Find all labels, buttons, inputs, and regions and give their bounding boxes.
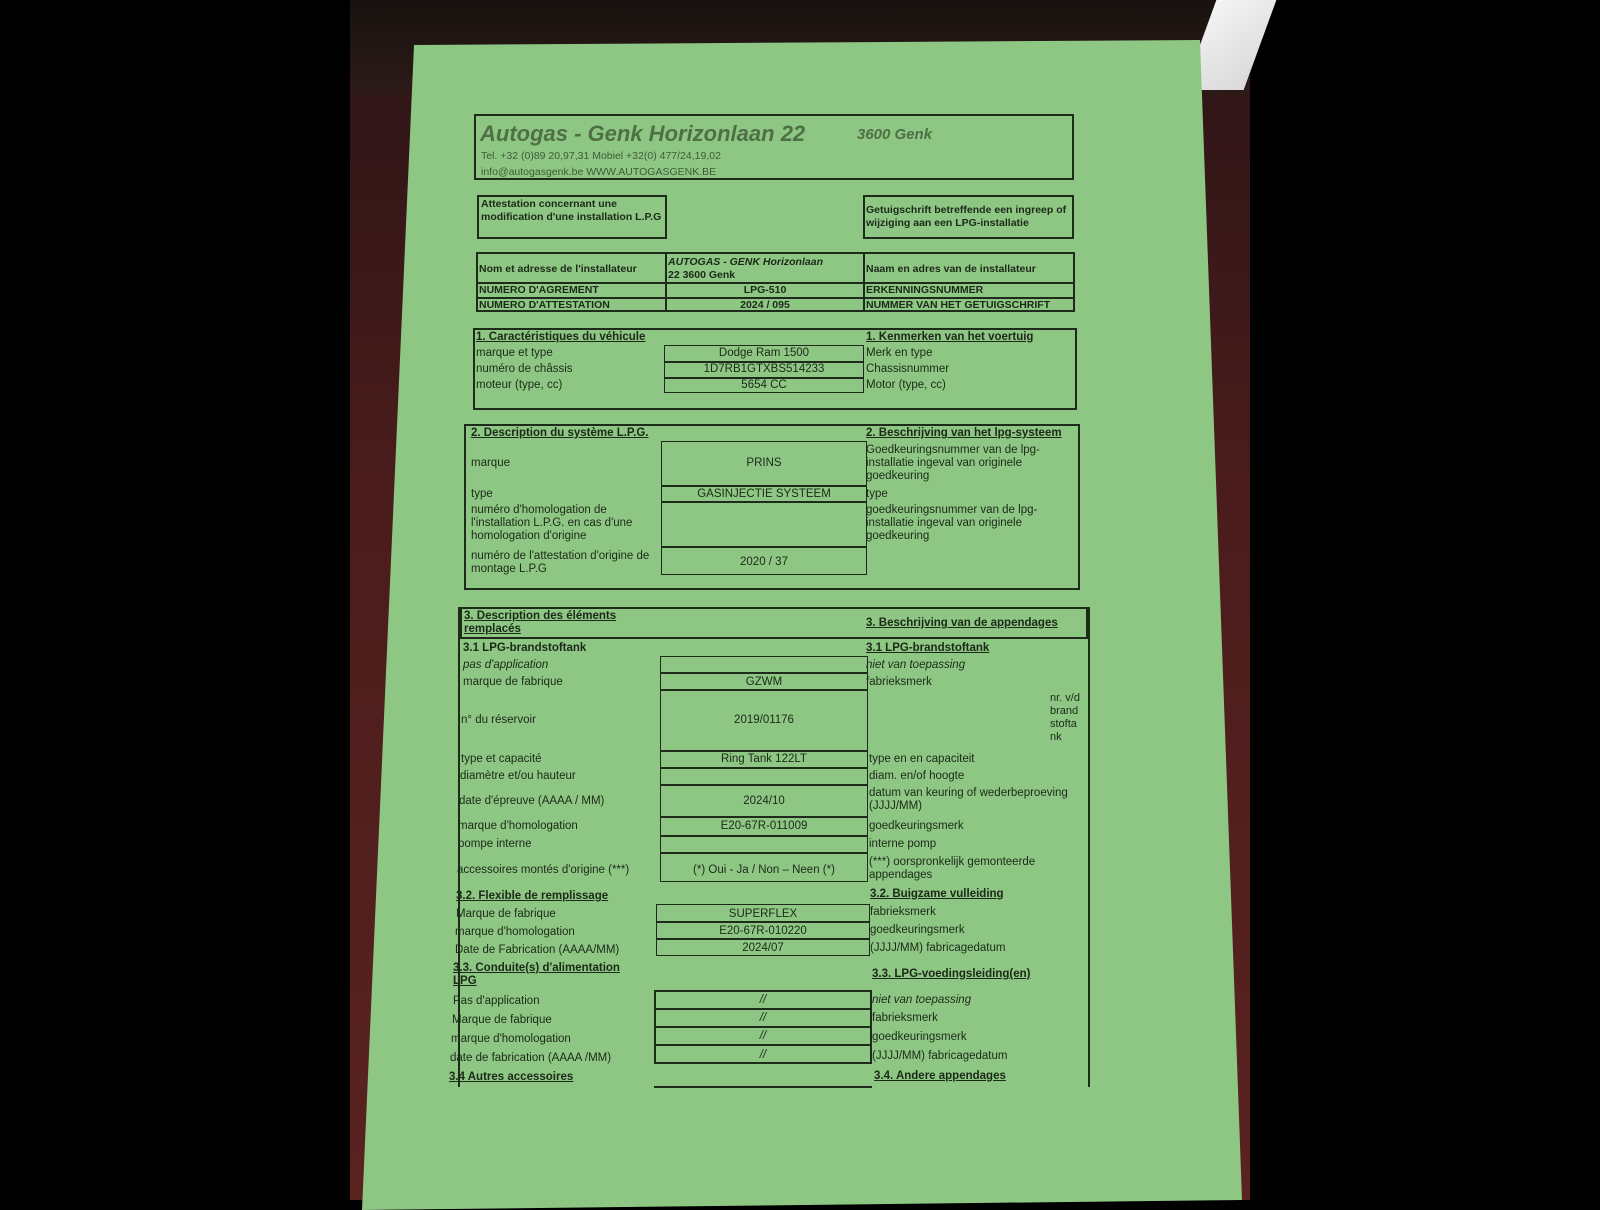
vehicle-make-fr: marque et type [476, 347, 553, 359]
installer-name-nl: Naam en adres van de installateur [866, 263, 1036, 275]
tank-brand-nl: fabrieksmerk [866, 676, 932, 688]
other-accessories-nl: 3.4. Andere appendages [874, 1070, 1006, 1082]
hose-homologation-value: E20-67R-010220 [719, 925, 807, 937]
tank-number-nl: nr. v/d brand stofta nk [1050, 692, 1080, 743]
vehicle-make-nl: Merk en type [866, 347, 933, 359]
tank-title-nl: 3.1 LPG-brandstoftank [866, 642, 990, 654]
vehicle-make-value: Dodge Ram 1500 [718, 347, 810, 359]
tank-brand-fr: marque de fabrique [463, 676, 563, 688]
chassis-number-value: 1D7RB1GTXBS514233 [703, 363, 825, 375]
tank-capacity-value: Ring Tank 122LT [721, 753, 807, 765]
tank-test-date-nl: datum van keuring of wederbeproeving (JJJJ/MM) [869, 787, 1068, 812]
tank-row-line-4 [660, 767, 868, 769]
supply-na-fr: Pas d'application [453, 995, 540, 1007]
hose-brand-fr: Marque de fabrique [456, 908, 556, 920]
supply-brand-nl: fabrieksmerk [872, 1012, 938, 1024]
chassis-number-fr: numéro de châssis [476, 363, 573, 375]
hose-date-nl: (JJJJ/MM) fabricagedatum [870, 942, 1006, 954]
tank-na-nl: niet van toepassing [866, 659, 966, 671]
filler-hose-title-fr: 3.2. Flexible de remplissage [456, 890, 609, 902]
other-accessories-fr: 3.4 Autres accessoires [449, 1071, 574, 1083]
filler-hose-title-nl: 3.2. Buigzame vulleiding [870, 888, 1004, 900]
hose-date-value: 2024/07 [742, 942, 784, 954]
tank-homologation-value: E20-67R-011009 [720, 820, 808, 832]
intro-nl-text: Getuigschrift betreffende een ingreep of wijziging aan een LPG-installatie [866, 204, 1067, 229]
supply-date-nl: (JJJJ/MM) fabricagedatum [872, 1050, 1008, 1062]
company-web: info@autogasgenk.be WWW.AUTOGASGENK.BE [481, 166, 717, 178]
section-2-row-line-1 [661, 485, 867, 487]
section-1-title-nl: 1. Kenmerken van het voertuig [866, 331, 1034, 343]
lpg-type-fr: type [471, 488, 493, 500]
company-title: Autogas - Genk Horizonlaan 22 [480, 121, 806, 146]
supply-na-nl: niet van toepassing [872, 994, 972, 1006]
installer-name-val-1: AUTOGAS - GENK Horizonlaan [668, 256, 823, 268]
attestation-number-nl: NUMMER VAN HET GETUIGSCHRIFT [866, 299, 1051, 311]
section-3-right-border [1088, 607, 1090, 1087]
accessories-fr: accessoires montés d'origine (***) [457, 864, 630, 876]
lpg-brand-fr: marque [471, 457, 510, 469]
tank-row-line-6 [660, 816, 868, 818]
tank-title-fr: 3.1 LPG-brandstoftank [463, 642, 587, 654]
tank-test-date-fr: date d'épreuve (AAAA / MM) [459, 795, 605, 807]
hose-brand-value: SUPERFLEX [728, 908, 798, 920]
internal-pump-nl: interne pomp [869, 838, 937, 850]
lpg-type-nl: type [866, 488, 888, 500]
supply-line-row-line-3 [654, 1044, 872, 1046]
hose-date-fr: Date de Fabrication (AAAA/MM) [455, 944, 620, 956]
engine-fr: moteur (type, cc) [476, 379, 563, 391]
tank-row-line-2 [660, 689, 868, 691]
supply-homologation-value: // [759, 1030, 767, 1042]
supply-homologation-nl: goedkeuringsmerk [872, 1031, 967, 1043]
original-attestation-fr: numéro de l'attestation d'origine de montage L.P.G [471, 550, 650, 575]
supply-homologation-fr: marque d'homologation [451, 1033, 571, 1045]
attestation-number-fr: NUMERO D'ATTESTATION [479, 299, 610, 311]
section-3-title-fr: 3. Description des éléments remplacés [464, 610, 617, 635]
supply-line-title-fr: 3.3. Conduite(s) d'alimentation LPG [453, 962, 620, 987]
homologation-number-nl: goedkeuringsnummer van de lpg-installatie ingeval van originele goedkeuring [866, 504, 1038, 542]
tank-row-line-1 [660, 672, 868, 674]
tank-capacity-fr: type et capacité [461, 753, 542, 765]
installer-name-val-2: 22 3600 Genk [668, 269, 736, 281]
engine-nl: Motor (type, cc) [866, 379, 946, 391]
attestation-number-value: 2024 / 095 [740, 299, 790, 311]
tank-na-fr: pas d'application [463, 659, 549, 671]
supply-date-value: // [759, 1049, 767, 1061]
tank-row-line-3 [660, 750, 868, 752]
hose-homologation-nl: goedkeuringsmerk [870, 924, 965, 936]
section-1-title-fr: 1. Caractéristiques du véhicule [476, 331, 646, 343]
tank-homologation-nl: goedkeuringsmerk [869, 820, 964, 832]
other-accessories-line [654, 1086, 872, 1088]
tank-row-line-7 [660, 835, 868, 837]
section-2-row-line-2 [661, 501, 867, 503]
tank-homologation-fr: marque d'homologation [458, 820, 578, 832]
supply-line-row-line-1 [654, 1008, 872, 1010]
section-2-title-nl: 2. Beschrijving van het lpg-systeem [866, 427, 1062, 439]
lpg-brand-value: PRINS [746, 457, 782, 469]
section-2-title-fr: 2. Description du système L.P.G. [471, 427, 649, 439]
lpg-brand-nl: Goedkeuringsnummer van de lpg-installatie ingeval van originele goedkeuring [866, 444, 1040, 482]
tank-brand-value: GZWM [745, 676, 783, 688]
lpg-type-value: GASINJECTIE SYSTEEM [697, 488, 831, 500]
agreement-number-fr: NUMERO D'AGREMENT [479, 284, 599, 296]
hose-brand-nl: fabrieksmerk [870, 906, 936, 918]
hose-homologation-fr: marque d'homologation [455, 926, 575, 938]
supply-brand-value: // [759, 1012, 767, 1024]
supply-date-fr: date de fabrication (AAAA /MM) [450, 1052, 612, 1064]
tank-number-value: 2019/01176 [734, 714, 794, 726]
tank-test-date-value: 2024/10 [743, 795, 785, 807]
company-city: 3600 Genk [857, 126, 933, 143]
installer-name-fr: Nom et adresse de l'installateur [479, 263, 637, 275]
tank-row-line-8 [660, 852, 868, 854]
internal-pump-fr: pompe interne [458, 838, 532, 850]
tank-capacity-nl: type en en capaciteit [869, 753, 975, 765]
tank-number-fr: n° du réservoir [461, 714, 536, 726]
tank-row-line-5 [660, 784, 868, 786]
tank-diameter-fr: diamètre et/ou hauteur [460, 770, 576, 782]
chassis-number-nl: Chassisnummer [866, 363, 950, 375]
agreement-number-nl: ERKENNINGSNUMMER [866, 284, 984, 296]
tank-diameter-nl: diam. en/of hoogte [869, 770, 965, 782]
supply-line-title-nl: 3.3. LPG-voedingsleiding(en) [872, 968, 1031, 980]
homologation-number-fr: numéro d'homologation de l'installation L.P.G. en cas d'une homologation d'origine [471, 504, 633, 542]
filler-hose-row-line-2 [656, 938, 870, 940]
filler-hose-row-line-1 [656, 921, 870, 923]
intro-fr-text: Attestation concernant une modification d'une installation L.P.G [481, 198, 662, 223]
engine-value: 5654 CC [741, 379, 787, 391]
supply-na-value: // [759, 994, 767, 1006]
company-phone: Tel. +32 (0)89 20,97,31 Mobiel +32(0) 477/24,19,02 [481, 150, 721, 162]
section-2-row-line-3 [661, 546, 867, 548]
supply-brand-fr: Marque de fabrique [452, 1014, 552, 1026]
original-attestation-value: 2020 / 37 [740, 556, 788, 568]
accessories-value: (*) Oui - Ja / Non – Neen (*) [693, 864, 835, 876]
supply-line-row-line-2 [654, 1026, 872, 1028]
agreement-number-value: LPG-510 [743, 284, 787, 296]
section-3-title-nl: 3. Beschrijving van de appendages [866, 617, 1058, 629]
accessories-nl: (***) oorspronkelijk gemonteerde appendages [869, 856, 1036, 881]
